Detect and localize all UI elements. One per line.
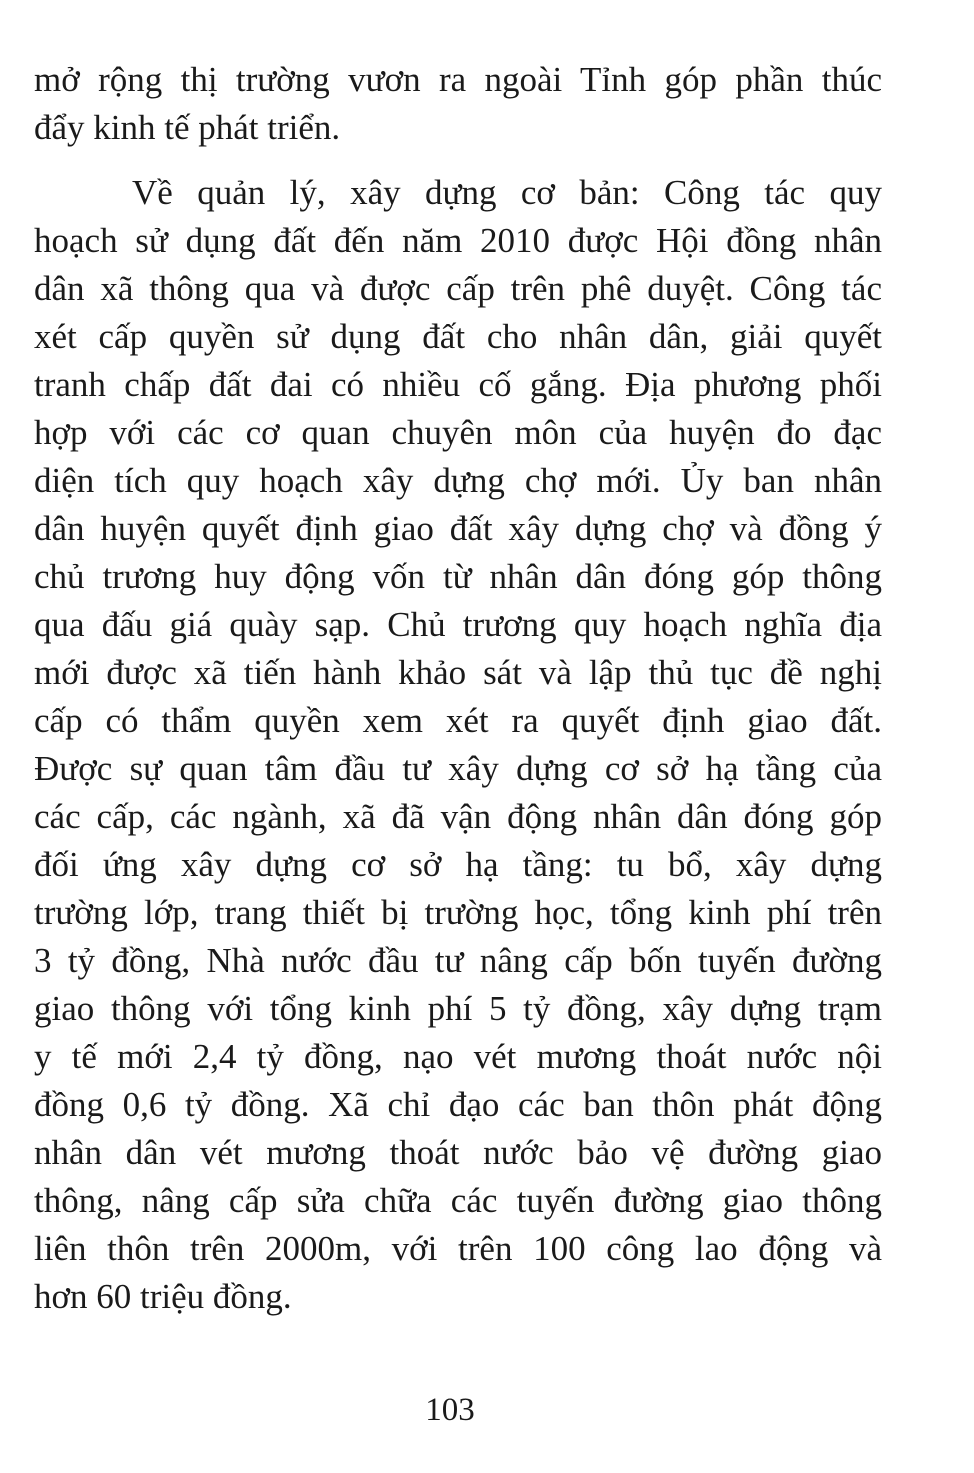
text-line: hoạch sử dụng đất đến năm 2010 được Hội đồng nhân [34, 221, 882, 260]
text-line: liên thôn trên 2000m, với trên 100 công lao động và [34, 1229, 882, 1268]
text-line: thông, nâng cấp sửa chữa các tuyến đường giao thông [34, 1181, 882, 1220]
text-line: các cấp, các ngành, xã đã vận động nhân dân đóng góp [34, 797, 882, 836]
text-line: đồng 0,6 tỷ đồng. Xã chỉ đạo các ban thôn phát động [34, 1085, 882, 1124]
text-line: hơn 60 triệu đồng. [34, 1277, 292, 1316]
paragraph-construction-management [34, 169, 882, 1321]
text-line: mở rộng thị trường vươn ra ngoài Tỉnh góp phần thúc [34, 60, 882, 99]
text-line: diện tích quy hoạch xây dựng chợ mới. Ủy ban nhân [34, 461, 882, 500]
text-line: dân huyện quyết định giao đất xây dựng chợ và đồng ý [34, 509, 882, 548]
text-line: qua đấu giá quày sạp. Chủ trương quy hoạch nghĩa địa [34, 605, 882, 644]
text-line: xét cấp quyền sử dụng đất cho nhân dân, giải quyết [34, 317, 882, 356]
paragraph-continuation [34, 56, 882, 152]
text-line: đẩy kinh tế phát triển. [34, 108, 341, 147]
text-line: Được sự quan tâm đầu tư xây dựng cơ sở hạ tầng của [34, 749, 882, 788]
text-line: mới được xã tiến hành khảo sát và lập thủ tục đề nghị [34, 653, 882, 692]
text-line: y tế mới 2,4 tỷ đồng, nạo vét mương thoát nước nội [34, 1037, 882, 1076]
text-line: chủ trương huy động vốn từ nhân dân đóng góp thông [34, 557, 882, 596]
text-line: cấp có thẩm quyền xem xét ra quyết định giao đất. [34, 701, 882, 740]
text-line: hợp với các cơ quan chuyên môn của huyện đo đạc [34, 413, 882, 452]
page-number: 103 [425, 1392, 475, 1428]
text-line: tranh chấp đất đai có nhiều cố gắng. Địa phương phối [34, 365, 882, 404]
text-line: giao thông với tổng kinh phí 5 tỷ đồng, xây dựng trạm [34, 989, 882, 1028]
text-line: Về quản lý, xây dựng cơ bản: Công tác quy [132, 173, 882, 212]
text-line: nhân dân vét mương thoát nước bảo vệ đường giao [34, 1133, 882, 1172]
text-line: dân xã thông qua và được cấp trên phê duyệt. Công tác [34, 269, 882, 308]
text-line: đối ứng xây dựng cơ sở hạ tầng: tu bổ, xây dựng [34, 845, 882, 884]
text-line: 3 tỷ đồng, Nhà nước đầu tư nâng cấp bốn tuyến đường [34, 941, 882, 980]
text-line: trường lớp, trang thiết bị trường học, tổng kinh phí trên [34, 893, 882, 932]
